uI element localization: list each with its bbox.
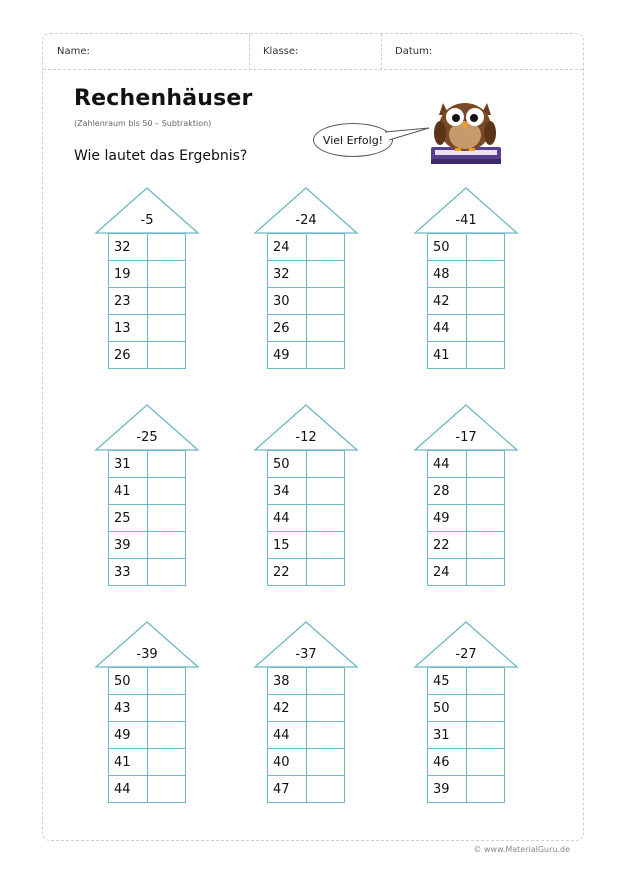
- house-row: [268, 722, 345, 749]
- answer-cell[interactable]: [306, 505, 344, 532]
- minuend-cell: 44: [268, 722, 307, 749]
- minuend-cell: 49: [268, 342, 307, 369]
- answer-cell[interactable]: [466, 776, 504, 803]
- minuend-cell: 43: [109, 695, 148, 722]
- answer-cell[interactable]: [306, 559, 344, 586]
- minuend-cell: 38: [268, 668, 307, 695]
- house-row: [109, 315, 186, 342]
- answer-cell[interactable]: [147, 234, 185, 261]
- answer-cell[interactable]: [306, 776, 344, 803]
- answer-cell[interactable]: [466, 749, 504, 776]
- house-table: [108, 233, 186, 369]
- roof-subtrahend: -37: [295, 647, 317, 662]
- answer-cell[interactable]: [147, 722, 185, 749]
- header-row: [43, 34, 583, 70]
- house-row: [109, 288, 186, 315]
- answer-cell[interactable]: [466, 288, 504, 315]
- house-row: [268, 776, 345, 803]
- minuend-cell: 26: [109, 342, 148, 369]
- roof-subtrahend: -5: [140, 213, 154, 228]
- answer-cell[interactable]: [147, 695, 185, 722]
- house-row: [428, 451, 505, 478]
- minuend-cell: 19: [109, 261, 148, 288]
- roof-subtrahend: -17: [455, 430, 477, 445]
- minuend-cell: 44: [428, 451, 467, 478]
- rechenhaus: [94, 621, 200, 817]
- house-row: [428, 234, 505, 261]
- answer-cell[interactable]: [466, 342, 504, 369]
- speech-bubble-text: Viel Erfolg!: [322, 134, 384, 147]
- answer-cell[interactable]: [466, 451, 504, 478]
- minuend-cell: 44: [428, 315, 467, 342]
- minuend-cell: 39: [428, 776, 467, 803]
- minuend-cell: 31: [109, 451, 148, 478]
- rechenhaus: [94, 404, 200, 600]
- house-row: [428, 695, 505, 722]
- answer-cell[interactable]: [306, 695, 344, 722]
- house-row: [268, 288, 345, 315]
- answer-cell[interactable]: [466, 315, 504, 342]
- minuend-cell: 32: [268, 261, 307, 288]
- answer-cell[interactable]: [306, 288, 344, 315]
- house-row: [268, 261, 345, 288]
- name-field-label: Name:: [57, 46, 90, 57]
- minuend-cell: 34: [268, 478, 307, 505]
- minuend-cell: 50: [428, 234, 467, 261]
- minuend-cell: 42: [428, 288, 467, 315]
- answer-cell[interactable]: [466, 722, 504, 749]
- answer-cell[interactable]: [466, 532, 504, 559]
- house-row: [428, 315, 505, 342]
- answer-cell[interactable]: [147, 668, 185, 695]
- house-row: [268, 478, 345, 505]
- answer-cell[interactable]: [306, 451, 344, 478]
- rechenhaus: [253, 404, 359, 600]
- minuend-cell: 44: [268, 505, 307, 532]
- answer-cell[interactable]: [147, 776, 185, 803]
- house-row: [268, 532, 345, 559]
- minuend-cell: 41: [109, 478, 148, 505]
- house-row: [428, 532, 505, 559]
- house-row: [428, 342, 505, 369]
- answer-cell[interactable]: [306, 234, 344, 261]
- roof-subtrahend: -25: [136, 430, 158, 445]
- answer-cell[interactable]: [466, 478, 504, 505]
- minuend-cell: 22: [428, 532, 467, 559]
- class-field-label: Klasse:: [263, 46, 299, 57]
- rechenhaus: [94, 187, 200, 383]
- roof-subtrahend: -27: [455, 647, 477, 662]
- house-row: [109, 342, 186, 369]
- answer-cell[interactable]: [147, 342, 185, 369]
- minuend-cell: 22: [268, 559, 307, 586]
- house-row: [109, 505, 186, 532]
- rechenhaus: [413, 187, 519, 383]
- minuend-cell: 49: [109, 722, 148, 749]
- house-row: [268, 695, 345, 722]
- minuend-cell: 24: [268, 234, 307, 261]
- house-row: [109, 532, 186, 559]
- house-row: [109, 776, 186, 803]
- minuend-cell: 32: [109, 234, 148, 261]
- answer-cell[interactable]: [466, 505, 504, 532]
- house-row: [109, 722, 186, 749]
- house-table: [267, 450, 345, 586]
- house-table: [267, 667, 345, 803]
- house-row: [268, 559, 345, 586]
- minuend-cell: 26: [268, 315, 307, 342]
- answer-cell[interactable]: [306, 478, 344, 505]
- minuend-cell: 46: [428, 749, 467, 776]
- house-row: [428, 749, 505, 776]
- minuend-cell: 15: [268, 532, 307, 559]
- answer-cell[interactable]: [466, 559, 504, 586]
- minuend-cell: 28: [428, 478, 467, 505]
- house-row: [428, 776, 505, 803]
- answer-cell[interactable]: [147, 559, 185, 586]
- roof-subtrahend: -12: [295, 430, 317, 445]
- house-row: [428, 722, 505, 749]
- answer-cell[interactable]: [147, 315, 185, 342]
- house-table: [427, 233, 505, 369]
- house-row: [268, 668, 345, 695]
- minuend-cell: 23: [109, 288, 148, 315]
- answer-cell[interactable]: [466, 695, 504, 722]
- house-row: [109, 559, 186, 586]
- minuend-cell: 47: [268, 776, 307, 803]
- house-row: [428, 668, 505, 695]
- house-row: [428, 559, 505, 586]
- minuend-cell: 49: [428, 505, 467, 532]
- house-row: [428, 505, 505, 532]
- minuend-cell: 31: [428, 722, 467, 749]
- house-row: [268, 505, 345, 532]
- minuend-cell: 25: [109, 505, 148, 532]
- answer-cell[interactable]: [306, 722, 344, 749]
- minuend-cell: 44: [109, 776, 148, 803]
- house-row: [109, 261, 186, 288]
- house-row: [268, 342, 345, 369]
- header-divider: [381, 34, 382, 70]
- house-row: [109, 234, 186, 261]
- minuend-cell: 50: [109, 668, 148, 695]
- house-row: [268, 451, 345, 478]
- answer-cell[interactable]: [147, 478, 185, 505]
- answer-cell[interactable]: [147, 451, 185, 478]
- minuend-cell: 42: [268, 695, 307, 722]
- minuend-cell: 24: [428, 559, 467, 586]
- minuend-cell: 50: [268, 451, 307, 478]
- house-row: [428, 261, 505, 288]
- house-row: [428, 288, 505, 315]
- minuend-cell: 50: [428, 695, 467, 722]
- roof-subtrahend: -39: [136, 647, 158, 662]
- answer-cell[interactable]: [466, 668, 504, 695]
- answer-cell[interactable]: [466, 261, 504, 288]
- header-divider: [249, 34, 250, 70]
- minuend-cell: 39: [109, 532, 148, 559]
- answer-cell[interactable]: [147, 505, 185, 532]
- answer-cell[interactable]: [466, 234, 504, 261]
- house-row: [109, 695, 186, 722]
- answer-cell[interactable]: [306, 749, 344, 776]
- rechenhaus: [413, 404, 519, 600]
- answer-cell[interactable]: [147, 288, 185, 315]
- minuend-cell: 13: [109, 315, 148, 342]
- answer-cell[interactable]: [306, 668, 344, 695]
- page-title: Rechenhäuser: [74, 86, 253, 111]
- owl-on-book-icon: [425, 93, 505, 169]
- house-table: [427, 667, 505, 803]
- roof-subtrahend: -24: [295, 213, 317, 228]
- minuend-cell: 45: [428, 668, 467, 695]
- answer-cell[interactable]: [306, 532, 344, 559]
- house-row: [428, 478, 505, 505]
- house-table: [267, 233, 345, 369]
- house-row: [109, 451, 186, 478]
- speech-bubble: [313, 123, 393, 157]
- house-row: [109, 668, 186, 695]
- house-row: [268, 315, 345, 342]
- house-row: [109, 478, 186, 505]
- rechenhaus: [253, 187, 359, 383]
- page-subtitle: (Zahlenraum bis 50 – Subtraktion): [74, 119, 212, 128]
- rechenhaus: [253, 621, 359, 817]
- house-table: [108, 667, 186, 803]
- minuend-cell: 33: [109, 559, 148, 586]
- answer-cell[interactable]: [147, 749, 185, 776]
- house-table: [427, 450, 505, 586]
- answer-cell[interactable]: [306, 261, 344, 288]
- rechenhaus: [413, 621, 519, 817]
- answer-cell[interactable]: [306, 315, 344, 342]
- answer-cell[interactable]: [306, 342, 344, 369]
- minuend-cell: 41: [428, 342, 467, 369]
- footer-credit: © www.MaterialGuru.de: [473, 845, 570, 854]
- house-row: [268, 749, 345, 776]
- roof-subtrahend: -41: [455, 213, 477, 228]
- house-table: [108, 450, 186, 586]
- minuend-cell: 30: [268, 288, 307, 315]
- date-field-label: Datum:: [395, 46, 433, 57]
- minuend-cell: 40: [268, 749, 307, 776]
- minuend-cell: 48: [428, 261, 467, 288]
- task-question: Wie lautet das Ergebnis?: [74, 148, 248, 164]
- answer-cell[interactable]: [147, 261, 185, 288]
- house-row: [268, 234, 345, 261]
- house-row: [109, 749, 186, 776]
- minuend-cell: 41: [109, 749, 148, 776]
- answer-cell[interactable]: [147, 532, 185, 559]
